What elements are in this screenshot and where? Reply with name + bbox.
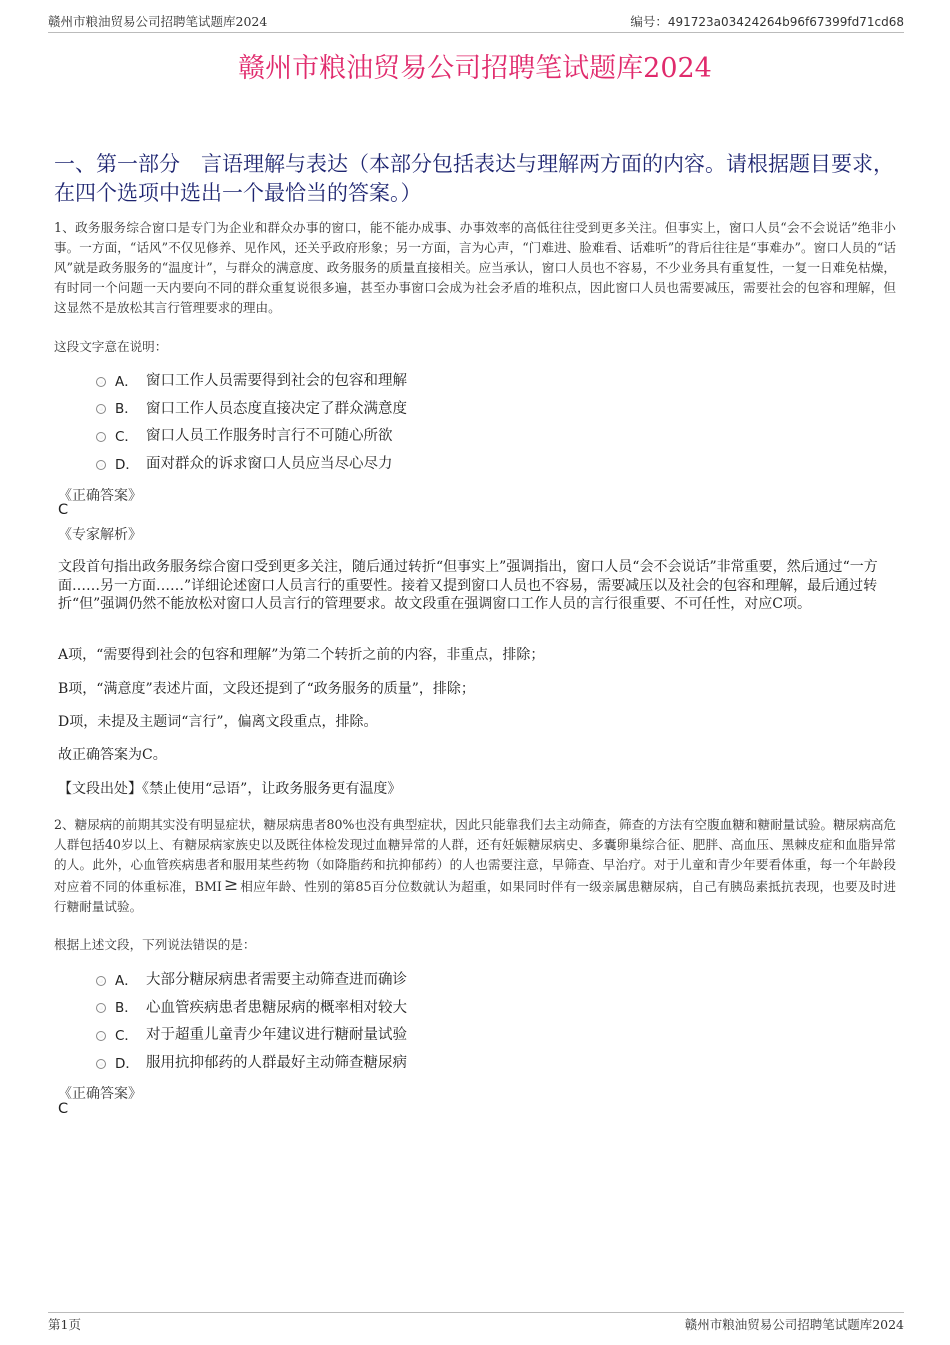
option-c[interactable] <box>96 421 407 449</box>
question-1-stem: 1、政务服务综合窗口是专门为企业和群众办事的窗口，能不能办成事、办事效率的高低往往受到更多关注。但事实上，窗口人员“会不会说话”绝非小事。一方面，“话风”不仅见修养、见作风，还关乎政府形象；另一方面，言为心声，“门难进、脸难看、话难听”的背后往往是“事难办”。窗口人员的“话风”就是政务服务的“温度计”，与群众的满意度、政务服务的质量直接相关。应当承认，窗口人员也不容易，不少业务具有重复性，一复一日难免枯燥，有时同一个问题一天内要向不同的群众重复说很多遍，甚至办事窗口会成为社会矛盾的堆积点，因此窗口人员也需要减压，需要社会的包容和理解，但这显然不是放松其言行管理要求的理由。 <box>54 220 896 315</box>
option-key: A． <box>115 373 138 390</box>
analysis-paragraph: 故正确答案为C。 <box>58 747 167 763</box>
stem-part: 2、糖尿病的前期其实没有明显症状，糖尿病患者80%也没有典型症状，因此只能靠我们去主动筛查，筛查的方法有空腹血糖和糖耐量试验。糖尿病高危人群包括40岁以上、有糖尿病家族史以及既往体检发现过血糖异常的人群，还有妊娠糖尿病史、多囊卵巢综合征、肥胖、高血压、黑棘皮症和血脂异常的人。此外，心血管疾病患者和服用某些药物（如降脂药和抗抑郁药）的人也需要注意，早筛查、早治疗。对于儿童和青少年要看体重，每一个年龄段对应着不同的体重标准，BMI <box>54 817 897 894</box>
radio-icon[interactable] <box>96 1031 106 1041</box>
answer-label: 《正确答案》 <box>58 488 142 504</box>
radio-icon[interactable] <box>96 432 106 442</box>
analysis-paragraph: A项，“需要得到社会的包容和理解”为第二个转折之前的内容，非重点，排除； <box>58 647 545 663</box>
radio-icon[interactable] <box>96 1003 106 1013</box>
gte-symbol: ≥ <box>223 875 239 895</box>
option-key: A． <box>115 972 138 989</box>
answer-label: 《正确答案》 <box>58 1086 142 1102</box>
code-label: 编号： <box>630 14 668 29</box>
header-doc-title: 赣州市粮油贸易公司招聘笔试题库2024 <box>48 14 268 29</box>
option-d[interactable] <box>96 449 407 477</box>
option-key: B． <box>115 401 138 418</box>
option-text: 服用抗抑郁药的人群最好主动筛查糖尿病 <box>146 1055 407 1072</box>
source-citation: 【文段出处】《禁止使用“忌语”，让政务服务更有温度》 <box>58 781 402 797</box>
code-value: 491723a03424264b96f67399fd71cd68 <box>667 15 904 29</box>
option-key: D． <box>115 456 139 473</box>
option-key: B． <box>115 1000 138 1017</box>
analysis-paragraph: B项，“满意度”表述片面，文段还提到了“政务服务的质量”，排除； <box>58 681 475 697</box>
radio-icon[interactable] <box>96 404 106 414</box>
analysis-paragraph: 文段首句指出政务服务综合窗口受到更多关注，随后通过转折“但事实上”强调指出，窗口人员“会不会说话”非常重要，然后通过“一方面……另一方面……”详细论述窗口人员言行的重要性。接着又提到窗口人员也不容易，需要减压以及社会的包容和理解，最后通过转折“但”强调仍然不能放松对窗口人员言行的管理要求。故文段重在强调窗口工作人员的言行很重要、不可任性，对应C项。 <box>58 559 878 612</box>
option-c[interactable] <box>96 1020 407 1048</box>
radio-icon[interactable] <box>96 460 106 470</box>
analysis-label: 《专家解析》 <box>58 527 142 543</box>
option-a[interactable] <box>96 965 407 993</box>
page-footer <box>48 1312 904 1333</box>
analysis-paragraph: D项，未提及主题词“言行”，偏离文段重点，排除。 <box>58 714 378 730</box>
header-doc-code <box>630 12 904 30</box>
page-header <box>48 12 904 33</box>
option-text: 窗口工作人员态度直接决定了群众满意度 <box>146 400 407 417</box>
option-b[interactable] <box>96 394 407 422</box>
option-b[interactable] <box>96 993 407 1021</box>
question-2-options <box>96 965 407 1075</box>
section-title: 一、第一部分 言语理解与表达（本部分包括表达与理解两方面的内容。请根据题目要求，在四个选项中选出一个最恰当的答案。） <box>54 152 894 205</box>
question-2-stem <box>54 815 896 917</box>
option-text: 面对群众的诉求窗口人员应当尽心尽力 <box>146 456 393 473</box>
option-text: 窗口人员工作服务时言行不可随心所欲 <box>146 428 393 445</box>
question-2-prompt: 根据上述文段，下列说法错误的是： <box>54 937 256 952</box>
page-number: 第1页 <box>48 1317 81 1332</box>
answer-value: C <box>58 1101 69 1117</box>
footer-doc-title: 赣州市粮油贸易公司招聘笔试题库2024 <box>684 1317 904 1332</box>
question-1-prompt: 这段文字意在说明： <box>54 339 168 354</box>
radio-icon[interactable] <box>96 1059 106 1069</box>
option-text: 大部分糖尿病患者需要主动筛查进而确诊 <box>146 972 407 989</box>
answer-value: C <box>58 502 69 518</box>
option-text: 心血管疾病患者患糖尿病的概率相对较大 <box>146 999 407 1016</box>
option-text: 对于超重儿童青少年建议进行糖耐量试验 <box>146 1027 407 1044</box>
question-1-options <box>96 366 407 476</box>
option-key: C． <box>115 428 138 445</box>
option-d[interactable] <box>96 1048 407 1076</box>
option-key: D． <box>115 1055 139 1072</box>
option-key: C． <box>115 1027 138 1044</box>
radio-icon[interactable] <box>96 377 106 387</box>
option-text: 窗口工作人员需要得到社会的包容和理解 <box>146 373 407 390</box>
stem-part: 相应年龄、性别的第85百分位数就认为超重，如果同时伴有一级亲属患糖尿病，自己有胰岛素抵抗表现，也要及时进行糖耐量试验。 <box>54 879 897 914</box>
page-title: 赣州市粮油贸易公司招聘笔试题库2024 <box>238 53 712 84</box>
option-a[interactable] <box>96 366 407 394</box>
radio-icon[interactable] <box>96 976 106 986</box>
